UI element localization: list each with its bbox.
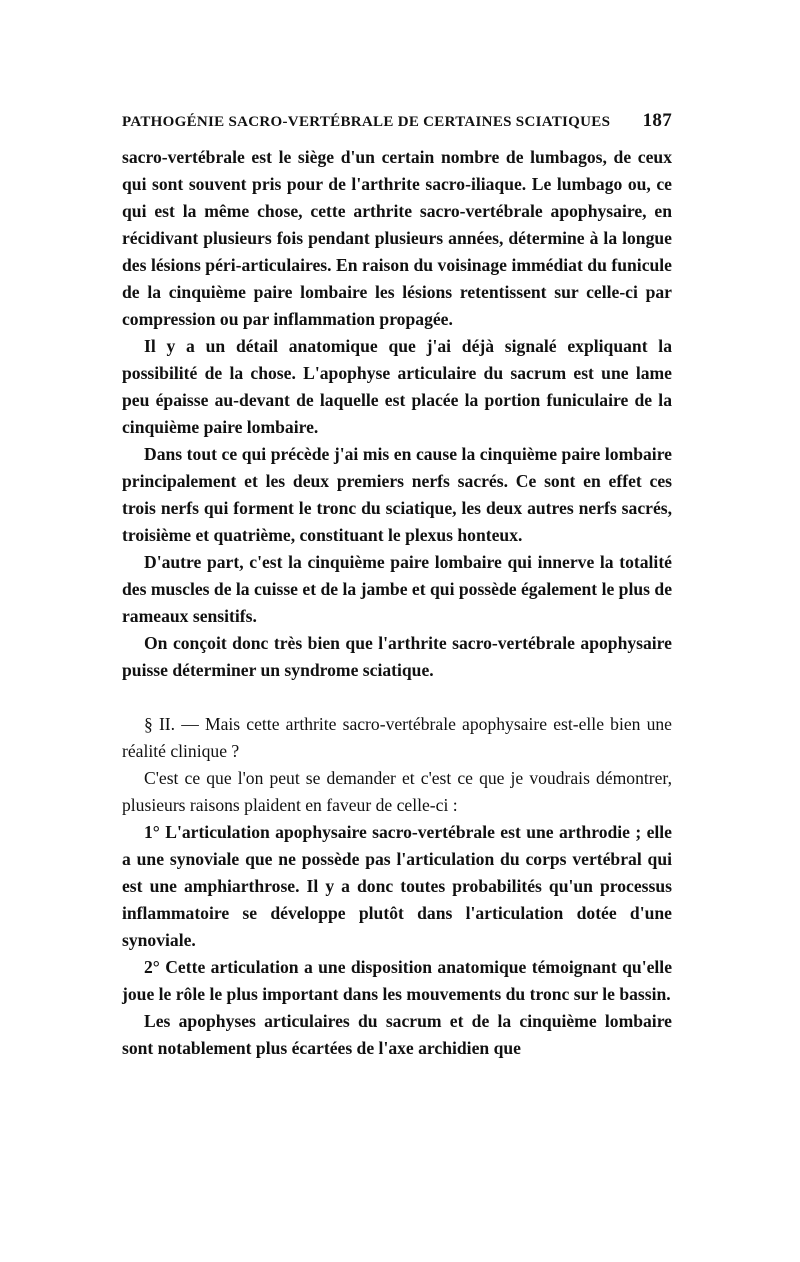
paragraph-continuation: sacro-vertébrale est le siège d'un certain nombre de lumbagos, de ceux qui sont souvent pris pour de l'arthrite sacro-iliaque. Le lumbago ou, ce qui est la même chose, cette arthrite sacro-vertébrale apophysaire, en récidivant plusieurs fois pendant plusieurs années, détermine à la longue des lésions péri-articulaires. En raison du voisinage immédiat du funicule de la cinquième paire lombaire les lésions retentissent sur celle-ci par compression ou par inflammation propagée. — [122, 147, 672, 329]
paragraph-innervation: D'autre part, c'est la cinquième paire lombaire qui innerve la totalité des muscles de la cuisse et de la jambe et qui possède également le plus de rameaux sensitifs. — [122, 552, 672, 626]
paragraph-fifth-pair: Dans tout ce qui précède j'ai mis en cause la cinquième paire lombaire principalement et les deux premiers nerfs sacrés. Ce sont en effet ces trois nerfs qui forment le tronc du sciatique, les deux autres nerfs sacrés, troisième et quatrième, constituant le plexus honteux. — [122, 444, 672, 545]
section-gap — [122, 684, 672, 711]
paragraph-reason-2: 2° Cette articulation a une disposition anatomique témoignant qu'elle joue le rôle le plus important dans les mouvements du tronc sur le bassin. — [122, 957, 672, 1004]
paragraph-reason-1: 1° L'articulation apophysaire sacro-vertébrale est une arthrodie ; elle a une synoviale que ne possède pas l'articulation du corps vertébral qui est une amphiarthrose. Il y a donc toutes probabilités qu'un processus inflammatoire se développe plutôt dans l'articulation dotée d'une synoviale. — [122, 822, 672, 950]
paragraph-section-2: § II. — Mais cette arthrite sacro-vertébrale apophysaire est-elle bien une réalité clinique ? — [122, 714, 672, 761]
paragraph-conclusion: On conçoit donc très bien que l'arthrite sacro-vertébrale apophysaire puisse déterminer un syndrome sciatique. — [122, 633, 672, 680]
running-head-title: PATHOGÉNIE SACRO-VERTÉBRALE DE CERTAINES SCIATIQUES — [122, 114, 611, 130]
paragraph-apophyses: Les apophyses articulaires du sacrum et de la cinquième lombaire sont notablement plus écartées de l'axe archidien que — [122, 1011, 672, 1058]
book-page — [122, 110, 672, 1062]
paragraph-question: C'est ce que l'on peut se demander et c'est ce que je voudrais démontrer, plusieurs raisons plaident en faveur de celle-ci : — [122, 768, 672, 815]
page-number: 187 — [642, 110, 672, 131]
paragraph-anatomic-detail: Il y a un détail anatomique que j'ai déjà signalé expliquant la possibilité de la chose. L'apophyse articulaire du sacrum est une lame peu épaisse au-devant de laquelle est placée la portion funiculaire de la cinquième paire lombaire. — [122, 336, 672, 437]
running-head — [122, 110, 672, 132]
